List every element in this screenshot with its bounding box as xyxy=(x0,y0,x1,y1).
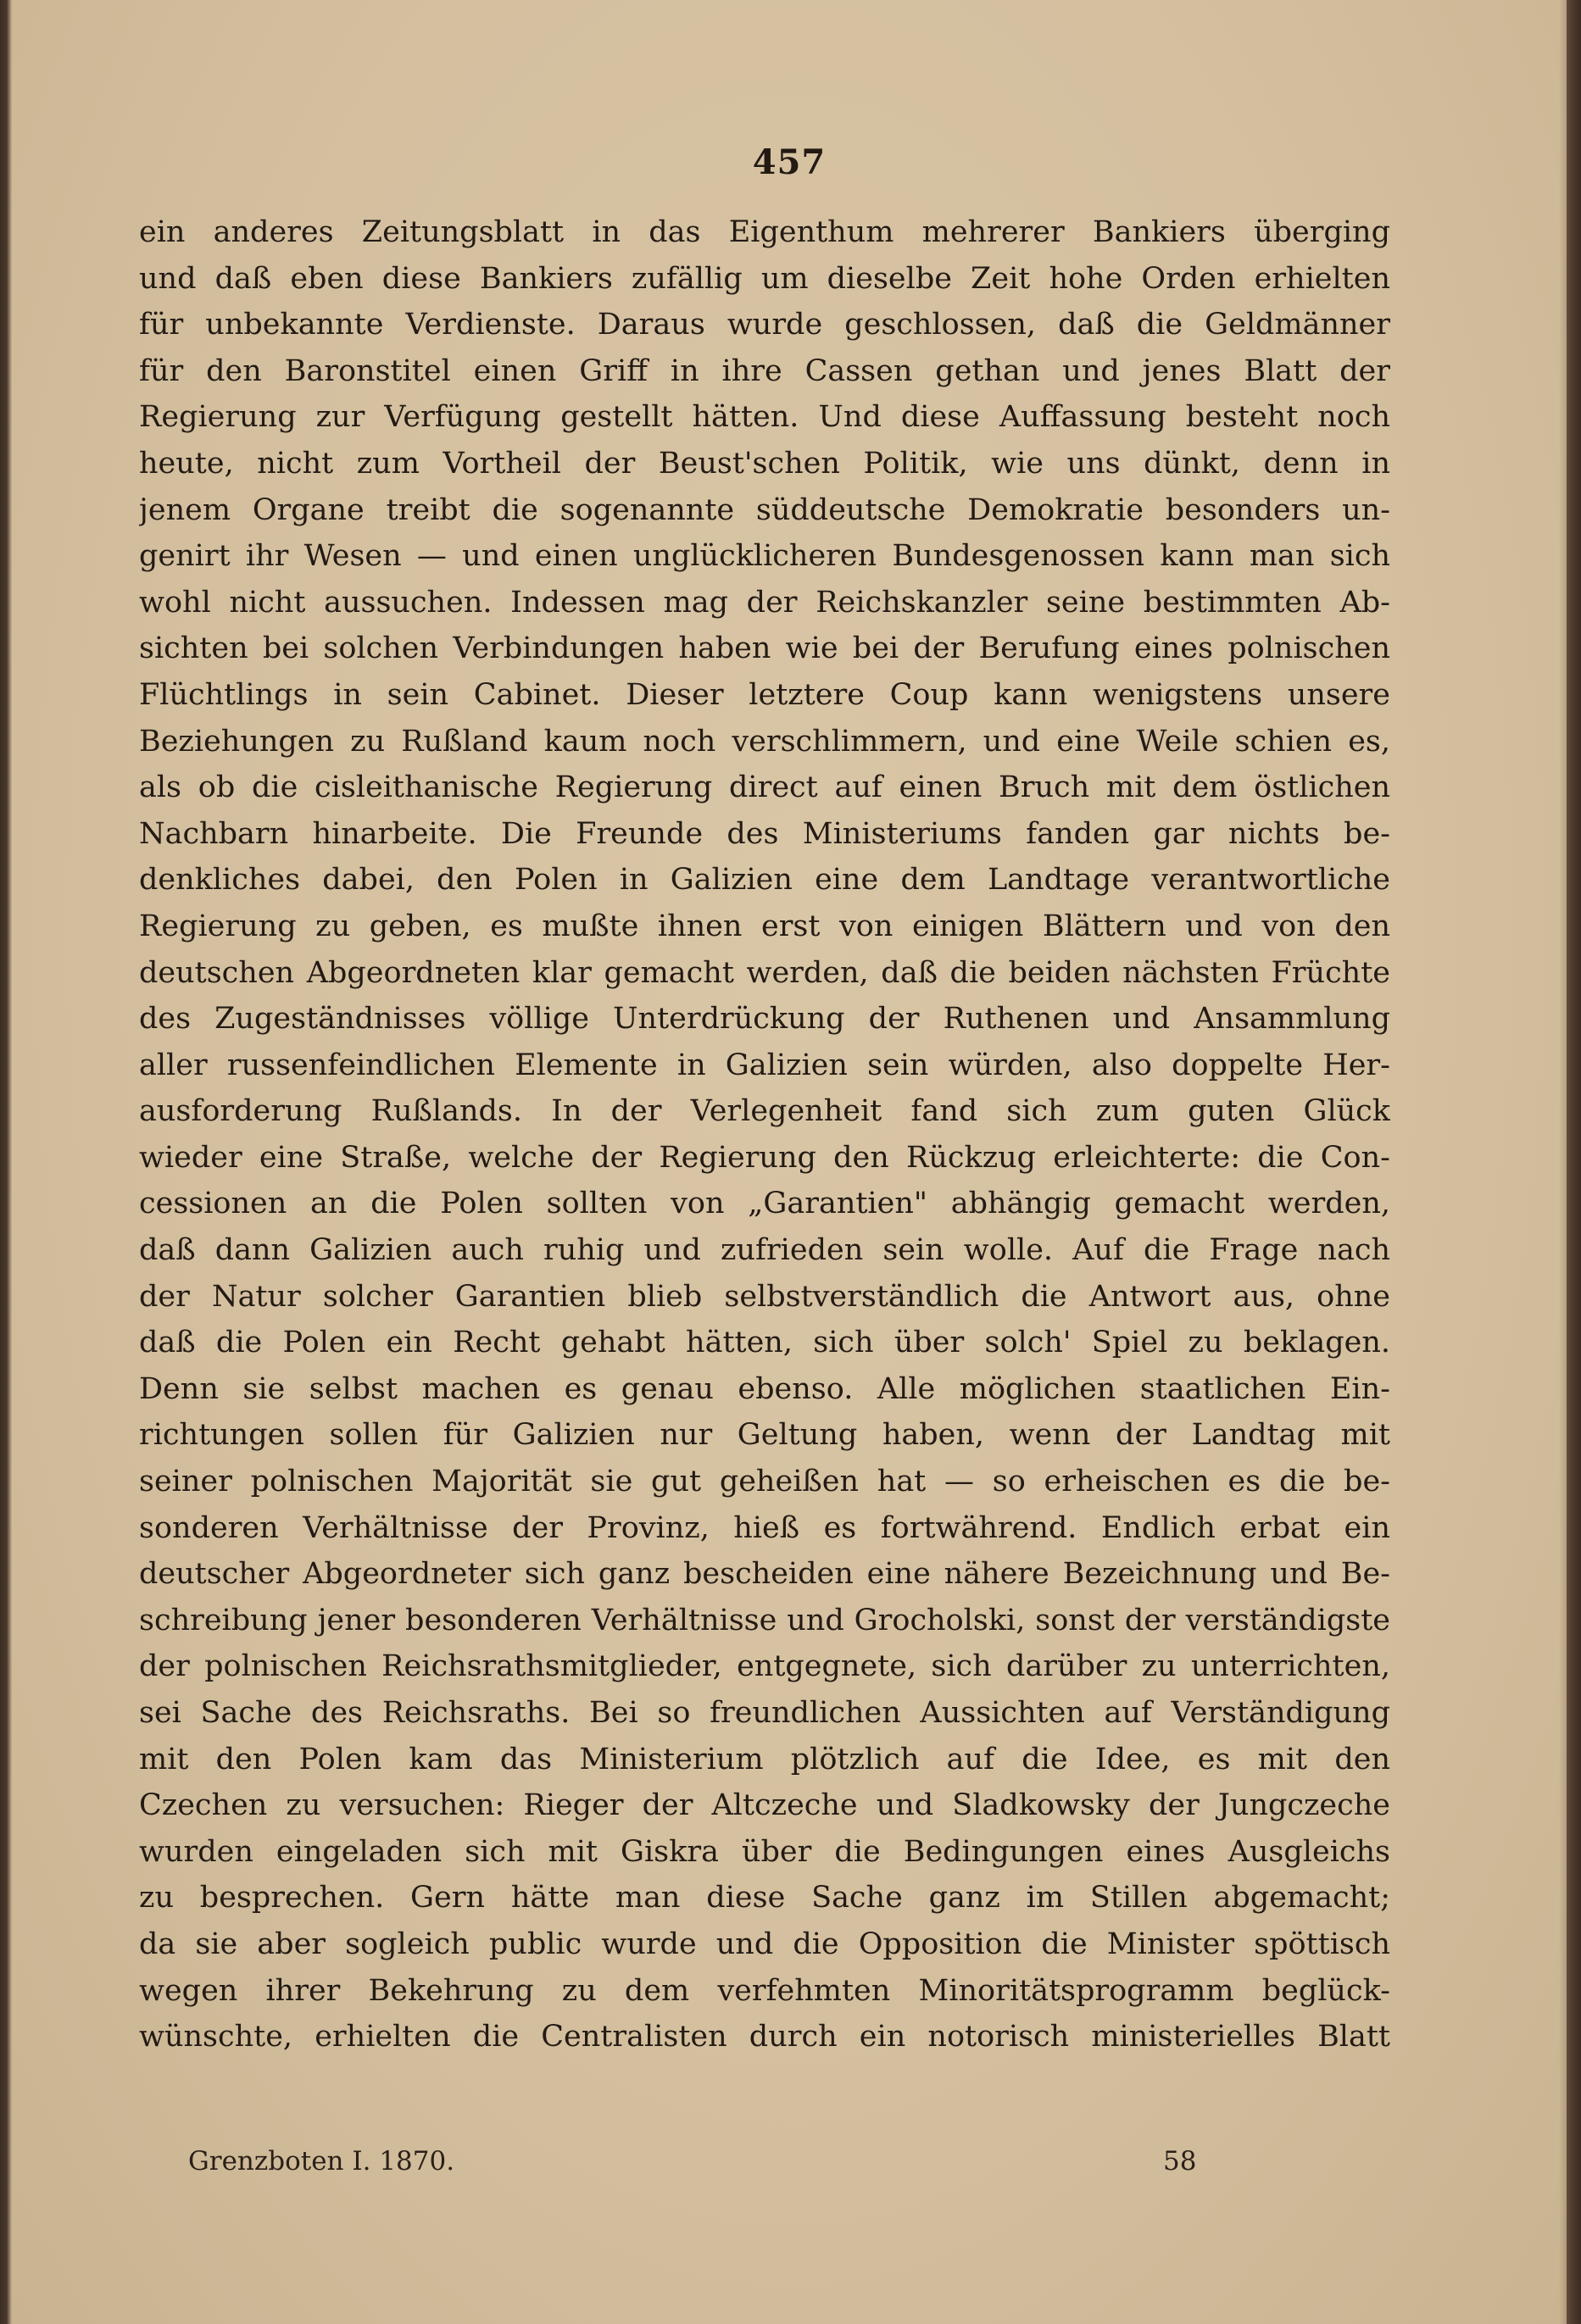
text-line: aller russenfeindlichen Elemente in Galizien sein würden, also doppelte Her- xyxy=(139,1048,1390,1082)
text-line: sichten bei solchen Verbindungen haben wie bei der Berufung eines polnischen xyxy=(139,631,1390,666)
text-line: jenem Organe treibt die sogenannte süddeutsche Demokratie besonders un- xyxy=(139,492,1390,527)
text-line: wurden eingeladen sich mit Giskra über die Bedingungen eines Ausgleichs xyxy=(139,1834,1390,1869)
text-line: Regierung zu geben, es mußte ihnen erst von einigen Blättern und von den xyxy=(139,909,1390,943)
signature-mark: 58 xyxy=(1163,2146,1197,2177)
text-line: als ob die cisleithanische Regierung direct auf einen Bruch mit dem östlichen xyxy=(139,770,1390,805)
text-line: der polnischen Reichsrathsmitglieder, entgegnete, sich darüber zu unterrichten, xyxy=(139,1649,1390,1684)
text-line: für den Baronstitel einen Griff in ihre Cassen gethan und jenes Blatt der xyxy=(139,353,1390,388)
text-line: heute, nicht zum Vortheil der Beust'schen Politik, wie uns dünkt, denn in xyxy=(139,446,1390,481)
text-line: der Natur solcher Garantien blieb selbstverständlich die Antwort aus, ohne xyxy=(139,1279,1390,1314)
text-line: Denn sie selbst machen es genau ebenso. Alle möglichen staatlichen Ein- xyxy=(139,1371,1390,1406)
text-line: ausforderung Rußlands. In der Verlegenheit fand sich zum guten Glück xyxy=(139,1094,1390,1129)
paper-sheet xyxy=(12,0,1567,2324)
text-line: wieder eine Straße, welche der Regierung den Rückzug erleichterte: die Con- xyxy=(139,1140,1390,1175)
text-line: wünschte, erhielten die Centralisten durch ein notorisch ministerielles Blatt xyxy=(139,2020,1390,2054)
text-line: sonderen Verhältnisse der Provinz, hieß es fortwährend. Endlich erbat ein xyxy=(139,1510,1390,1545)
text-line: da sie aber sogleich public wurde und die Opposition die Minister spöttisch xyxy=(139,1926,1390,1961)
text-line: zu besprechen. Gern hätte man diese Sache ganz im Stillen abgemacht; xyxy=(139,1881,1390,1915)
text-line: deutschen Abgeordneten klar gemacht werden, daß die beiden nächsten Früchte xyxy=(139,955,1390,990)
body-text xyxy=(139,209,1390,2060)
text-line: Flüchtlings in sein Cabinet. Dieser letztere Coup kann wenigstens unsere xyxy=(139,677,1390,712)
text-line: des Zugeständnisses völlige Unterdrückung der Ruthenen und Ansammlung xyxy=(139,1002,1390,1037)
text-line: deutscher Abgeordneter sich ganz bescheiden eine nähere Bezeichnung und Be- xyxy=(139,1557,1390,1592)
text-line: schreibung jener besonderen Verhältnisse und Grocholski, sonst der verständigste xyxy=(139,1603,1390,1637)
page-footer xyxy=(139,2146,1199,2188)
text-line: und daß eben diese Bankiers zufällig um dieselbe Zeit hohe Orden erhielten xyxy=(139,261,1390,296)
text-line: Czechen zu versuchen: Rieger der Altczeche und Sladkowsky der Jungczeche xyxy=(139,1788,1390,1823)
text-line: Regierung zur Verfügung gestellt hätten. Und diese Auffassung besteht noch xyxy=(139,400,1390,435)
text-line: wegen ihrer Bekehrung zu dem verfehmten Minoritätsprogramm beglück- xyxy=(139,1973,1390,2008)
text-line: ein anderes Zeitungsblatt in das Eigenthum mehrerer Bankiers überging xyxy=(139,215,1390,249)
binding-edge xyxy=(1559,0,1581,2324)
text-line: genirt ihr Wesen — und einen unglücklicheren Bundesgenossen kann man sich xyxy=(139,539,1390,574)
text-line: daß die Polen ein Recht gehabt hätten, sich über solch' Spiel zu beklagen. xyxy=(139,1326,1390,1360)
text-line: daß dann Galizien auch ruhig und zufrieden sein wolle. Auf die Frage nach xyxy=(139,1233,1390,1268)
page-number: 457 xyxy=(752,142,827,182)
text-line: seiner polnischen Majorität sie gut geheißen hat — so erheischen es die be- xyxy=(139,1465,1390,1499)
text-line: denkliches dabei, den Polen in Galizien eine dem Landtage verantwortliche xyxy=(139,863,1390,898)
text-line: richtungen sollen für Galizien nur Geltung haben, wenn der Landtag mit xyxy=(139,1418,1390,1453)
text-line: Beziehungen zu Rußland kaum noch verschlimmern, und eine Weile schien es, xyxy=(139,724,1390,759)
text-line: Nachbarn hinarbeite. Die Freunde des Ministeriums fanden gar nichts be- xyxy=(139,816,1390,851)
journal-imprint: Grenzboten I. 1870. xyxy=(188,2146,455,2177)
text-line: cessionen an die Polen sollten von „Garantien" abhängig gemacht werden, xyxy=(139,1187,1390,1221)
text-line: sei Sache des Reichsraths. Bei so freundlichen Aussichten auf Verständigung xyxy=(139,1696,1390,1730)
text-line: wohl nicht aussuchen. Indessen mag der Reichskanzler seine bestimmten Ab- xyxy=(139,585,1390,620)
text-line: mit den Polen kam das Ministerium plötzlich auf die Idee, es mit den xyxy=(139,1742,1390,1776)
text-line: für unbekannte Verdienste. Daraus wurde geschlossen, daß die Geldmänner xyxy=(139,308,1390,342)
